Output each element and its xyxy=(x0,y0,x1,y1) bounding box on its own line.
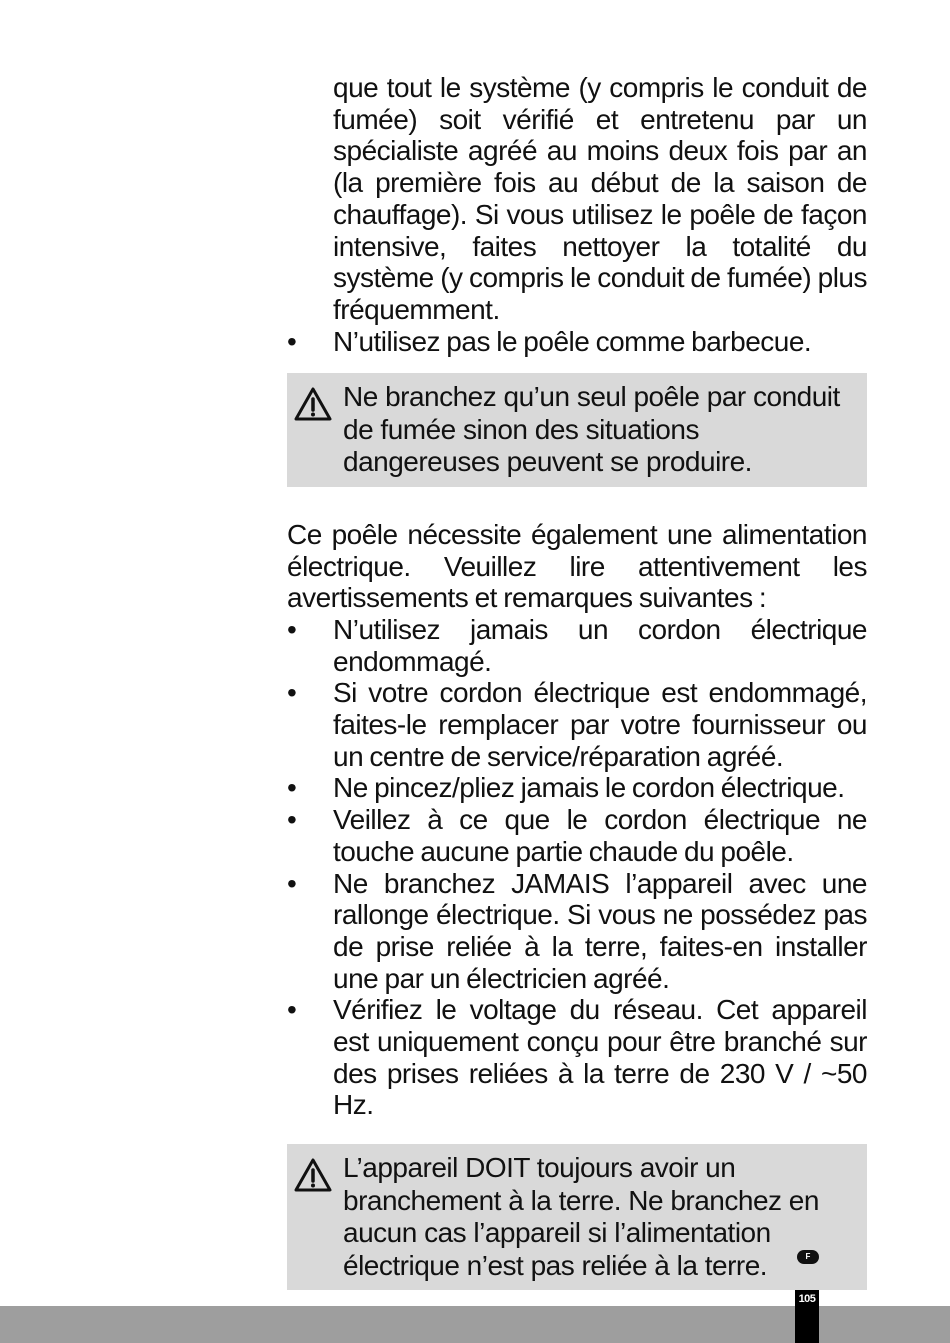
list-item xyxy=(287,614,867,677)
bullet-glyph: • xyxy=(287,867,297,899)
warning-triangle-icon xyxy=(293,386,333,422)
bullet-list-2 xyxy=(287,614,867,1121)
list-item xyxy=(287,326,867,358)
main-content xyxy=(287,72,867,1290)
bullet-glyph: • xyxy=(287,677,297,709)
list-item-text: Veillez à ce que le cordon électrique ne touche aucune partie chaude du poêle. xyxy=(333,804,867,867)
bullet-glyph: • xyxy=(287,804,297,836)
warning-text: L’appareil DOIT toujours avoir un branchement à la terre. Ne branchez en aucun cas l’appareil si l’alimentation électrique n’est pas reliée à la terre. xyxy=(343,1152,819,1281)
list-item xyxy=(287,868,867,995)
continuation-paragraph: que tout le système (y compris le conduit de fumée) soit vérifié et entretenu par un spécialiste agréé au moins deux fois par an (la première fois au début de la saison de chauffage). Si vous utilisez le poêle de façon intensive, faites nettoyer la totalité du système (y compris le conduit de fumée) plus fréquemment. xyxy=(333,72,867,325)
list-item-text: N’utilisez jamais un cordon électrique endommagé. xyxy=(333,613,867,677)
warning-text: Ne branchez qu’un seul poêle par conduit de fumée sinon des situations dangereuses peuvent se produire. xyxy=(343,381,840,478)
list-item xyxy=(287,804,867,867)
intro-paragraph: Ce poêle nécessite également une alimentation électrique. Veuillez lire attentivement les avertissements et remarques suivantes : xyxy=(287,518,867,614)
list-item-text: Si votre cordon électrique est endommagé, faites-le remplacer par votre fournisseur ou un centre de service/réparation agréé. xyxy=(333,677,867,772)
list-item xyxy=(287,994,867,1121)
warning-triangle-icon xyxy=(293,1157,333,1193)
bullet-glyph: • xyxy=(287,613,297,645)
bullet-glyph: • xyxy=(287,772,297,804)
page-number: 105 xyxy=(795,1290,819,1343)
list-item xyxy=(287,677,867,772)
warning-box xyxy=(287,373,867,487)
list-item-text: Ne branchez JAMAIS l’appareil avec une rallonge électrique. Si vous ne possédez pas de prise reliée à la terre, faites-en installer une par un électricien agréé. xyxy=(333,867,867,994)
list-item-text: Ne pincez/pliez jamais le cordon électrique. xyxy=(333,772,845,804)
language-badge: F xyxy=(797,1250,819,1264)
list-item-text: Vérifiez le voltage du réseau. Cet appareil est uniquement conçu pour être branché sur des prises reliées à la terre de 230 V / ~50 Hz. xyxy=(333,994,867,1121)
warning-box xyxy=(287,1144,867,1290)
list-item-text: N’utilisez pas le poêle comme barbecue. xyxy=(333,325,812,357)
bullet-glyph: • xyxy=(287,994,297,1026)
bullet-list-1 xyxy=(287,326,867,358)
bullet-glyph: • xyxy=(287,325,297,357)
list-item xyxy=(287,772,867,804)
